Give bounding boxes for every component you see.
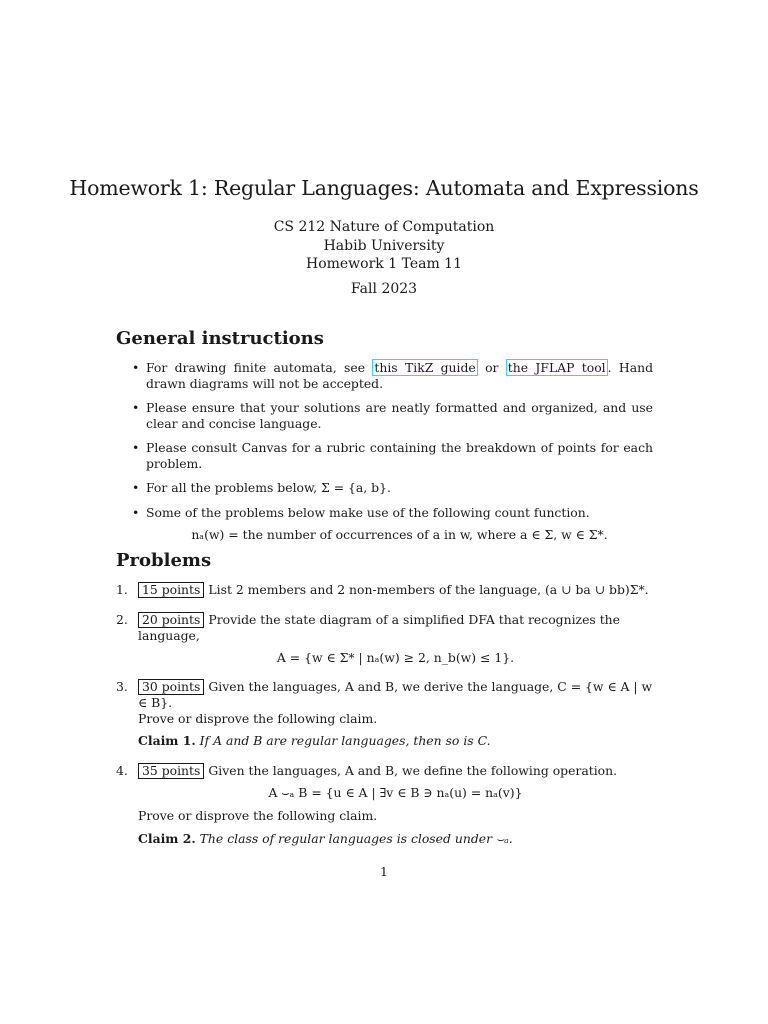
course-name: CS 212 Nature of Computation <box>273 219 495 235</box>
problem-number: 3. <box>116 679 128 694</box>
problems-list <box>116 582 653 860</box>
problem-text: Prove or disprove the following claim. <box>138 710 378 726</box>
count-function-equation: nₐ(w) = the number of occurrences of a in w, where a ∈ Σ, w ∈ Σ*. <box>191 527 608 542</box>
problem-4 <box>116 763 653 847</box>
page-number: 1 <box>380 864 388 879</box>
list-item <box>116 400 653 431</box>
tikz-guide-link[interactable]: this TikZ guide <box>374 360 476 375</box>
document-title: Homework 1: Regular Languages: Automata and Expressions <box>69 176 699 200</box>
problem-2 <box>116 612 653 665</box>
instruction-text: . Hand drawn diagrams will not be accepted. <box>146 360 653 391</box>
claim-text: If A and B are regular languages, then so is C. <box>199 733 491 748</box>
problem-text: Prove or disprove the following claim. <box>138 808 378 823</box>
list-item <box>116 505 653 521</box>
problem-text: Given the languages, A and B, we define the following operation. <box>208 762 618 778</box>
term-date: Fall 2023 <box>350 281 418 297</box>
instruction-text: For all the problems below, Σ = {a, b}. <box>146 480 391 495</box>
claim-text: The class of regular languages is closed under ⌣ₐ. <box>199 830 513 846</box>
claim-label: Claim 1. <box>138 733 196 748</box>
instruction-text: Please ensure that your solutions are neatly formatted and organized, and use clear and concise language. <box>146 400 653 431</box>
problem-equation: A ⌣ₐ B = {u ∈ A | ∃v ∈ B ∋ nₐ(u) = nₐ(v)} <box>268 784 523 800</box>
points-badge: 15 points <box>138 582 204 598</box>
list-item <box>116 440 653 471</box>
claim <box>138 831 653 847</box>
problem-text: List 2 members and 2 non-members of the language, (a ∪ ba ∪ bb)Σ*. <box>208 582 649 597</box>
instruction-text: or <box>477 360 506 375</box>
problem-number: 1. <box>116 582 128 597</box>
points-badge: 20 points <box>138 612 204 628</box>
homework-team: Homework 1 Team 11 <box>305 256 463 272</box>
instruction-text: For drawing finite automata, see <box>146 360 373 375</box>
problem-text: Provide the state diagram of a simplified DFA that recognizes the language, <box>138 612 620 643</box>
claim-label: Claim 2. <box>138 830 196 846</box>
problem-3 <box>116 679 653 749</box>
claim <box>138 733 653 749</box>
jflap-tool-link[interactable]: the JFLAP tool <box>507 360 606 375</box>
instruction-text: Some of the problems below make use of the following count function. <box>146 504 590 520</box>
list-item <box>116 480 653 496</box>
section-heading-instructions: General instructions <box>116 328 324 349</box>
section-heading-problems: Problems <box>116 550 212 571</box>
university-name: Habib University <box>323 237 445 254</box>
instruction-text: Please consult Canvas for a rubric containing the breakdown of points for each problem. <box>146 440 653 471</box>
points-badge: 35 points <box>138 763 204 779</box>
list-item <box>116 360 653 391</box>
problem-1 <box>116 582 653 598</box>
points-badge: 30 points <box>138 679 204 695</box>
problem-number: 2. <box>116 612 128 627</box>
header-meta <box>0 218 768 274</box>
problem-text: Given the languages, A and B, we derive the language, C = {w ∈ A | w ∈ B}. <box>138 679 653 710</box>
instructions-list <box>116 360 653 543</box>
problem-equation: A = {w ∈ Σ* | nₐ(w) ≥ 2, n_b(w) ≤ 1}. <box>276 649 515 665</box>
problem-number: 4. <box>116 762 128 778</box>
